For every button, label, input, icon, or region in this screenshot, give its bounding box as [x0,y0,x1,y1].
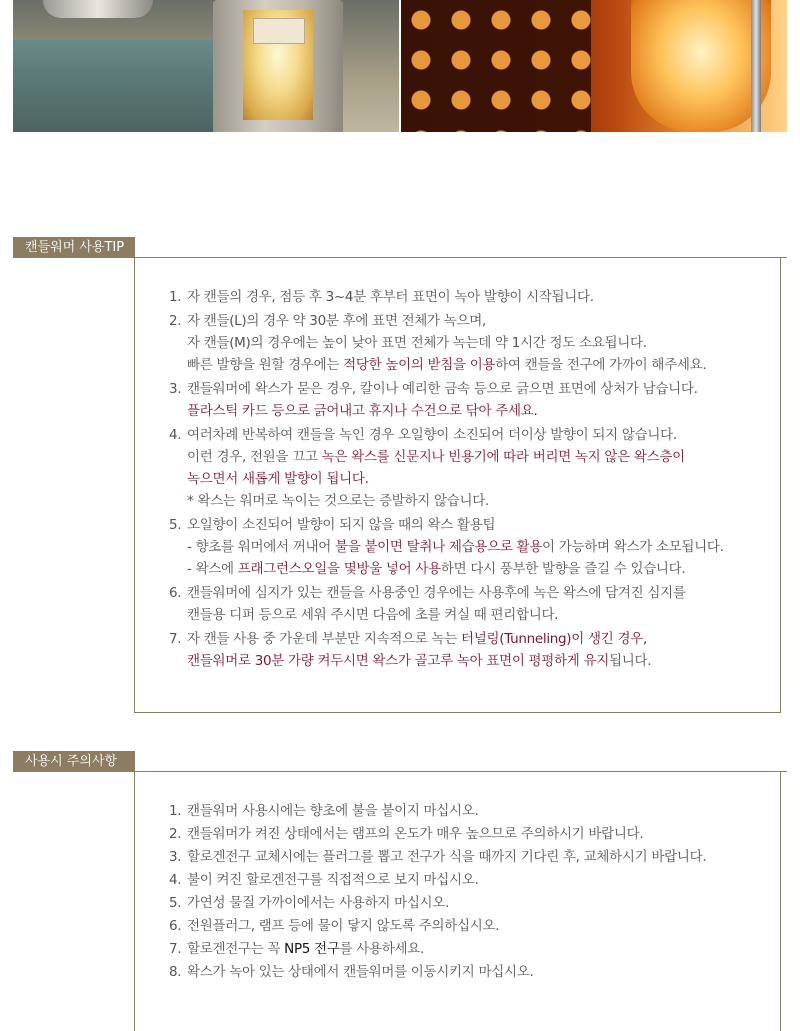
item-text: - 향초를 워머에서 꺼내어 [187,539,335,555]
tip-item [169,286,770,308]
tip-list [169,286,770,674]
item-number: 5. [169,517,182,533]
item-text: NP5 전구 [284,941,340,957]
caution-list [169,800,770,984]
item-number: 4. [169,427,182,443]
item-text-line [187,628,770,650]
item-text-line [187,400,770,422]
item-text: 캔들워머에 심지가 있는 캔들을 사용중인 경우에는 사용후에 녹은 왁스에 담겨진 심지를 [187,585,686,601]
item-text-line [187,846,770,869]
item-text: 자 캔들(L)의 경우 약 30분 후에 표면 전체가 녹으며, [187,313,486,329]
item-text: 하면 다시 풍부한 발향을 즐길 수 있습니다. [440,561,686,577]
item-text: 이 가능하며 왁스가 소모됩니다. [542,539,724,555]
item-text: 캔들워머에 왁스가 묻은 경우, 칼이나 예리한 금속 등으로 긁으면 표면에 상처가 남습니다. [187,381,698,397]
item-text-line [187,823,770,846]
item-text: 가연성 물질 가까이에서는 사용하지 마십시오. [187,895,450,911]
candle-warmer-photo [13,0,399,132]
item-text-line [187,354,770,376]
item-text-line [187,286,770,308]
item-text: 빠른 발향을 원할 경우에는 [187,357,344,373]
caution-item [169,869,770,892]
item-number: 3. [169,381,182,397]
item-number: 5. [169,895,182,911]
item-text-line [187,892,770,915]
caution-item [169,938,770,961]
item-text-line [187,938,770,961]
item-number: 1. [169,289,182,305]
caution-item [169,915,770,938]
item-text: - 왁스에 [187,561,238,577]
item-text-line [187,604,770,626]
caution-item [169,800,770,823]
item-number: 2. [169,313,182,329]
highlight-text: 캔들워머로 30분 가량 켜두시면 왁스가 골고루 녹아 표면이 평평하게 유지 [187,653,609,669]
tip-item [169,424,770,512]
item-number: 7. [169,631,182,647]
tip-box [134,257,781,713]
section-tab-caution: 사용시 주의사항 [13,751,135,772]
item-text: 자 캔들 사용 중 가운데 부분만 지속적으로 녹는 [187,631,462,647]
caution-box [134,771,781,1031]
item-text-line [187,332,770,354]
item-number: 6. [169,585,182,601]
item-number: 1. [169,803,182,819]
highlight-text: 녹은 왁스를 신문지나 빈용기에 따라 버리면 녹지 않은 왁스층이 [321,449,685,465]
item-text-line [187,961,770,984]
item-text: 여러차례 반복하여 캔들을 녹인 경우 오일향이 소진되어 더이상 발향이 되지 않습니다. [187,427,677,443]
highlight-text: 터널링(Tunneling)이 생긴 경우, [461,631,647,647]
item-text: 자 캔들의 경우, 점등 후 3~4분 후부터 표면이 녹아 발향이 시작됩니다. [187,289,594,305]
item-text: 하여 캔들을 전구에 가까이 해주세요. [495,357,707,373]
item-number: 3. [169,849,182,865]
item-number: 8. [169,964,182,980]
item-text-line [187,582,770,604]
item-number: 4. [169,872,182,888]
item-text-line [187,310,770,332]
item-text-line [187,650,770,672]
tip-item [169,378,770,422]
tip-item [169,628,770,672]
item-text-line [187,558,770,580]
section-tab-tip: 캔들워머 사용TIP [13,237,135,258]
tip-item [169,514,770,580]
item-text: 불이 켜진 할로겐전구를 직접적으로 보지 마십시오. [187,872,479,888]
item-text: 캔들워머가 켜진 상태에서는 램프의 온도가 매우 높으므로 주의하시기 바랍니다. [187,826,644,842]
highlight-text: 플라스틱 카드 등으로 긁어내고 휴지나 수건으로 닦아 주세요. [187,403,538,419]
item-text: 할로겐전구는 꼭 [187,941,285,957]
lantern-warmer-photo [401,0,787,132]
highlight-text: 프래그런스오일을 몇방울 넣어 사용 [237,561,441,577]
highlight-text: 적당한 높이의 받침을 이용 [343,357,496,373]
item-text: 캔들워머 사용시에는 향초에 불을 붙이지 마십시오. [187,803,479,819]
caution-item [169,846,770,869]
item-text-line [187,378,770,400]
item-text: 할로겐전구 교체시에는 플러그를 뽑고 전구가 식을 때까지 기다린 후, 교체하시기 바랍니다. [187,849,707,865]
item-number: 6. [169,918,182,934]
item-text-line [187,424,770,446]
item-text-line [187,514,770,536]
item-text: 왁스가 녹아 있는 상태에서 캔들워머를 이동시키지 마십시오. [187,964,534,980]
item-number: 2. [169,826,182,842]
item-text-line [187,869,770,892]
item-text: 됩니다. [609,653,652,669]
caution-item [169,823,770,846]
highlight-text: 불을 붙이면 탈취나 제습용으로 활용 [334,539,543,555]
product-photo-strip [13,0,787,132]
item-text: 자 캔들(M)의 경우에는 높이 낮아 표면 전체가 녹는데 약 1시간 정도 소요됩니다. [187,335,647,351]
highlight-text: 녹으면서 새롭게 발향이 됩니다. [187,471,369,487]
item-text-line [187,490,770,512]
item-text-line [187,536,770,558]
item-text: 전원플러그, 램프 등에 물이 닿지 않도록 주의하십시오. [187,918,500,934]
item-text-line [187,915,770,938]
item-text: 이런 경우, 전원을 끄고 [187,449,322,465]
item-text-line [187,468,770,490]
tip-item [169,310,770,376]
item-number: 7. [169,941,182,957]
caution-item [169,892,770,915]
item-text: 오일향이 소진되어 발향이 되지 않을 때의 왁스 활용팁 [187,517,496,533]
tip-item [169,582,770,626]
item-text-line [187,800,770,823]
item-text: 를 사용하세요. [339,941,425,957]
item-text: * 왁스는 워머로 녹이는 것으로는 증발하지 않습니다. [187,493,489,509]
item-text-line [187,446,770,468]
item-text: 캔들용 디퍼 등으로 세워 주시면 다음에 초를 켜실 때 편리합니다. [187,607,559,623]
caution-item [169,961,770,984]
